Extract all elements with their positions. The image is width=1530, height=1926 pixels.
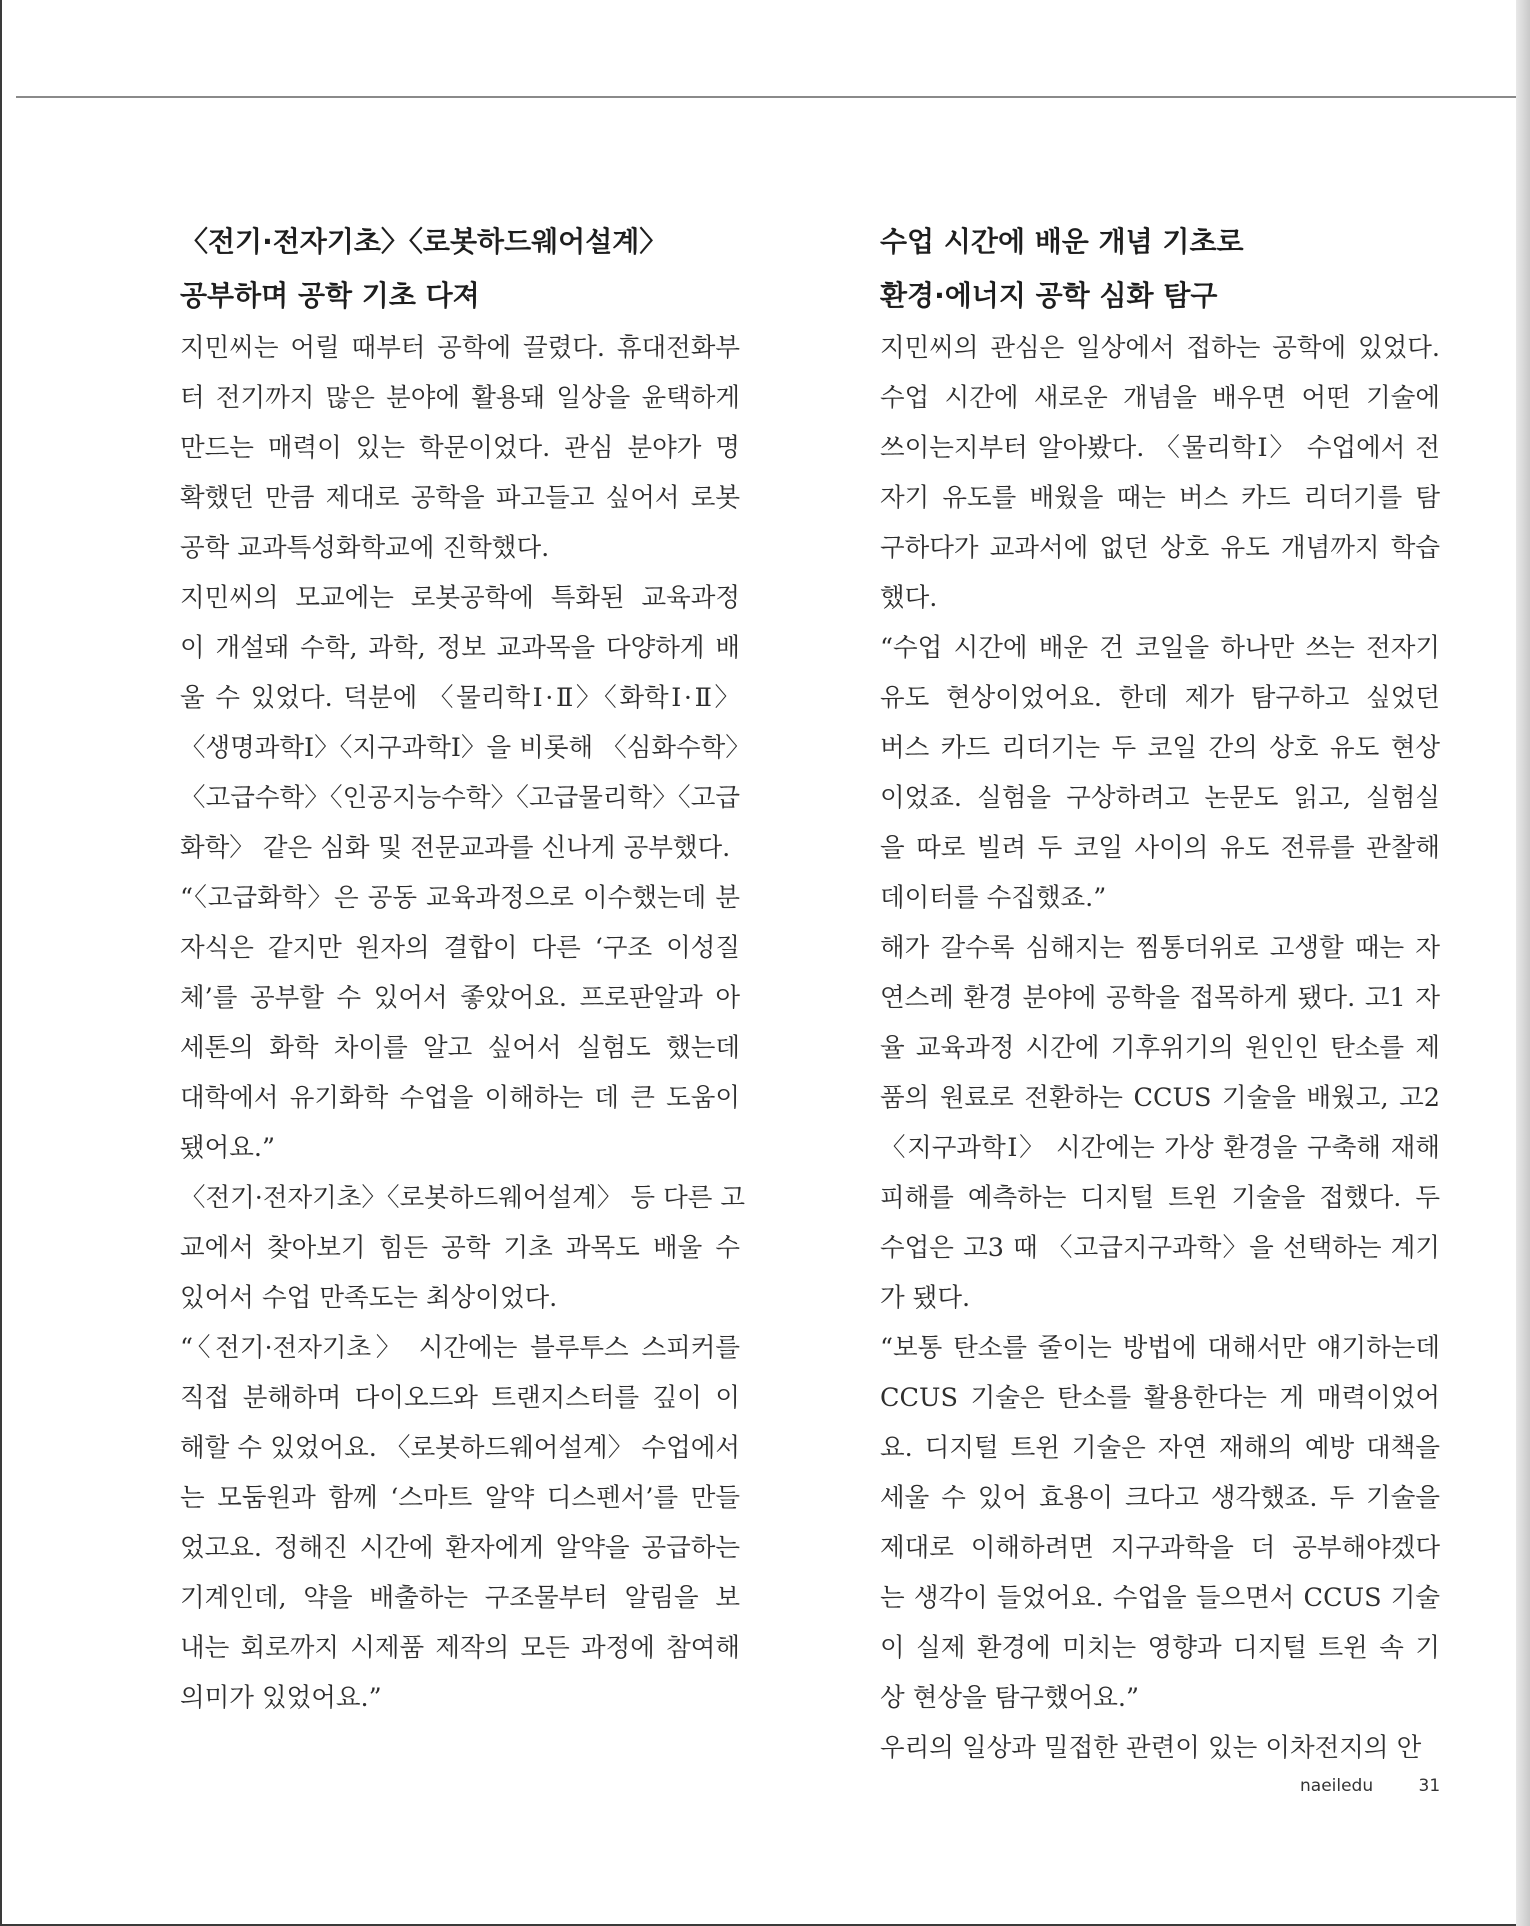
left-body [180,323,751,1723]
paragraph [180,873,740,1173]
text-line: 을 따로 빌려 두 코일 사이의 유도 전류를 관찰해 [880,833,1440,863]
text-line: 상 현상을 탐구했어요.” [880,1683,1140,1713]
text-line: 세톤의 화학 차이를 알고 싶어서 실험도 했는데 [180,1033,740,1063]
text-line: 〈전기·전자기초〉〈로봇하드웨어설계〉 등 다른 고 [180,1183,746,1213]
text-line: 세울 수 있어 효용이 크다고 생각했죠. 두 기술을 [880,1483,1440,1513]
footer-brand: naeiledu [1300,1776,1374,1796]
text-line: 지민씨는 어릴 때부터 공학에 끌렸다. 휴대전화부 [180,333,740,363]
text-line: 자기 유도를 배웠을 때는 버스 카드 리더기를 탐 [880,483,1440,513]
text-line: 유도 현상이었어요. 한데 제가 탐구하고 싶었던 [880,683,1440,713]
text-line: 확했던 만큼 제대로 공학을 파고들고 싶어서 로봇 [180,483,740,513]
text-line: 해가 갈수록 심해지는 찜통더위로 고생할 때는 자 [880,933,1440,963]
paragraph [180,323,740,573]
text-line: 지민씨의 모교에는 로봇공학에 특화된 교육과정 [180,583,740,613]
text-line: 있어서 수업 만족도는 최상이었다. [180,1283,558,1313]
text-line: “〈전기·전자기초〉 시간에는 블루투스 스피커를 [180,1333,740,1363]
text-line: 구하다가 교과서에 없던 상호 유도 개념까지 학습 [880,533,1440,563]
left-column [180,215,751,1723]
text-line: 가 됐다. [880,1283,971,1313]
text-line: 품의 원료로 전환하는 CCUS 기술을 배웠고, 고2 [880,1083,1440,1113]
text-line: 우리의 일상과 밀접한 관련이 있는 이차전지의 안 [880,1733,1422,1763]
text-line: 이 개설돼 수학, 과학, 정보 교과목을 다양하게 배 [180,633,740,663]
paragraph [180,573,751,873]
text-line: 〈생명과학Ⅰ〉〈지구과학Ⅰ〉을 비롯해 〈심화수학〉 [180,733,751,763]
section-heading-left [180,215,740,323]
text-line: 버스 카드 리더기는 두 코일 간의 상호 유도 현상 [880,733,1440,763]
heading-line: 수업 시간에 배운 개념 기초로 [880,225,1244,258]
text-line: 공학 교과특성화학교에 진학했다. [180,533,550,563]
text-line: CCUS 기술은 탄소를 활용한다는 게 매력이었어 [880,1383,1440,1413]
text-line: 교에서 찾아보기 힘든 공학 기초 과목도 배울 수 [180,1233,740,1263]
text-line: 터 전기까지 많은 분야에 활용돼 일상을 윤택하게 [180,383,740,413]
text-line: 이 실제 환경에 미치는 영향과 디지털 트윈 속 기 [880,1633,1440,1663]
text-line: 직접 분해하며 다이오드와 트랜지스터를 깊이 이 [180,1383,740,1413]
text-line: 〈고급수학〉〈인공지능수학〉〈고급물리학〉〈고급 [180,783,740,813]
paragraph [880,1723,1440,1773]
paragraph [880,623,1440,923]
paragraph [180,1323,740,1723]
text-line: 피해를 예측하는 디지털 트윈 기술을 접했다. 두 [880,1183,1440,1213]
text-line: 요. 디지털 트윈 기술은 자연 재해의 예방 대책을 [880,1433,1440,1463]
right-column [880,215,1440,1773]
text-line: “〈고급화학〉은 공동 교육과정으로 이수했는데 분 [180,883,740,913]
text-line: 대학에서 유기화학 수업을 이해하는 데 큰 도움이 [180,1083,740,1113]
heading-line: 〈전기·전자기초〉〈로봇하드웨어설계〉 [180,225,668,258]
text-line: 는 모둠원과 함께 ‘스마트 알약 디스펜서’를 만들 [180,1483,740,1513]
text-line: 내는 회로까지 시제품 제작의 모든 과정에 참여해 [180,1633,740,1663]
text-line: 화학〉 같은 심화 및 전문교과를 신나게 공부했다. [180,833,731,863]
text-line: 의미가 있었어요.” [180,1683,382,1713]
text-line: 〈지구과학Ⅰ〉 시간에는 가상 환경을 구축해 재해 [880,1133,1440,1163]
text-line: 자식은 같지만 원자의 결합이 다른 ‘구조 이성질 [180,933,740,963]
paragraph [180,1173,746,1323]
text-line: 해할 수 있었어요. 〈로봇하드웨어설계〉 수업에서 [180,1433,740,1463]
text-line: 지민씨의 관심은 일상에서 접하는 공학에 있었다. [880,333,1440,363]
text-line: 연스레 환경 분야에 공학을 접목하게 됐다. 고1 자 [880,983,1440,1013]
text-line: “수업 시간에 배운 건 코일을 하나만 쓰는 전자기 [880,633,1440,663]
text-line: 수업 시간에 새로운 개념을 배우면 어떤 기술에 [880,383,1440,413]
page-edge-shadow [1516,0,1530,1926]
text-line: 었고요. 정해진 시간에 환자에게 알약을 공급하는 [180,1533,740,1563]
text-line: 제대로 이해하려면 지구과학을 더 공부해야겠다 [880,1533,1440,1563]
paragraph [880,323,1440,623]
header-rule [16,96,1516,98]
paragraph [880,1323,1440,1723]
text-line: 율 교육과정 시간에 기후위기의 원인인 탄소를 제 [880,1033,1440,1063]
text-line: 데이터를 수집했죠.” [880,883,1107,913]
text-line: 는 생각이 들었어요. 수업을 들으면서 CCUS 기술 [880,1583,1440,1613]
text-line: 쓰이는지부터 알아봤다. 〈물리학Ⅰ〉 수업에서 전 [880,433,1440,463]
heading-line: 환경·에너지 공학 심화 탐구 [880,279,1218,312]
text-line: “보통 탄소를 줄이는 방법에 대해서만 얘기하는데 [880,1333,1440,1363]
text-line: 울 수 있었다. 덕분에 〈물리학Ⅰ·Ⅱ〉〈화학Ⅰ·Ⅱ〉 [180,683,740,713]
heading-line: 공부하며 공학 기초 다져 [180,279,480,312]
page-number: 31 [1418,1776,1441,1796]
right-body [880,323,1440,1773]
section-heading-right [880,215,1440,323]
text-line: 했다. [880,583,938,613]
text-line: 됐어요.” [180,1133,276,1163]
text-line: 체’를 공부할 수 있어서 좋았어요. 프로판알과 아 [180,983,740,1013]
text-line: 수업은 고3 때 〈고급지구과학〉을 선택하는 계기 [880,1233,1440,1263]
text-line: 이었죠. 실험을 구상하려고 논문도 읽고, 실험실 [880,783,1440,813]
page-footer [1300,1776,1440,1796]
paragraph [880,923,1440,1323]
text-line: 만드는 매력이 있는 학문이었다. 관심 분야가 명 [180,433,740,463]
text-line: 기계인데, 약을 배출하는 구조물부터 알림을 보 [180,1583,740,1613]
